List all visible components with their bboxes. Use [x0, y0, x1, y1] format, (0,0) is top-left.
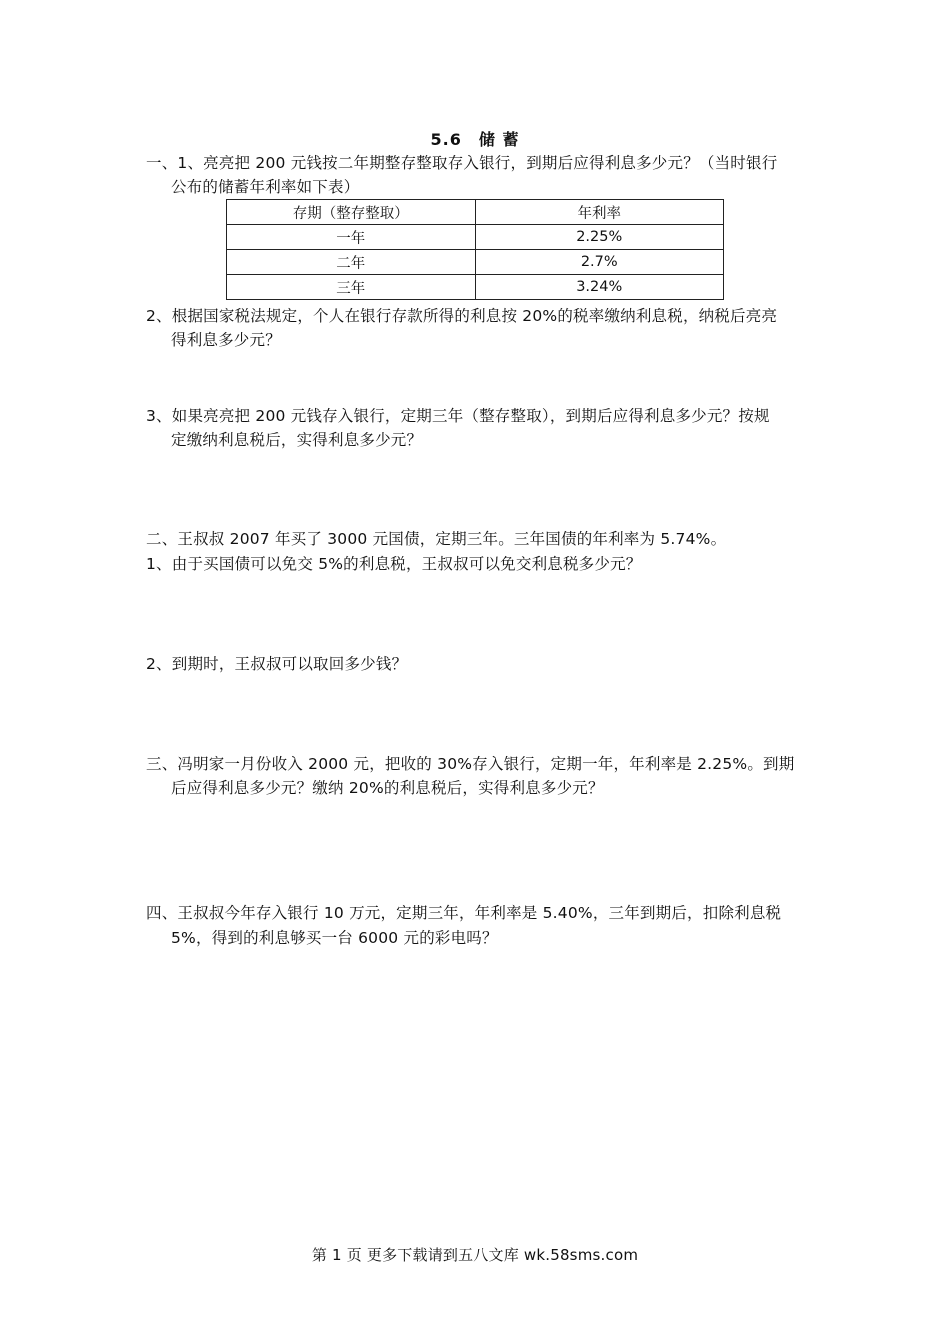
table-cell-rate: 2.25% — [475, 225, 724, 250]
table-row — [227, 250, 724, 275]
table-cell-term: 三年 — [227, 275, 476, 300]
question-2-line-1: 2、根据国家税法规定，个人在银行存款所得的利息按 20%的税率缴纳利息税，纳税后亮亮 — [146, 307, 778, 325]
section-3-line-1: 三、冯明家一月份收入 2000 元，把收的 30%存入银行，定期一年，年利率是 2.25%。到期 — [146, 755, 795, 773]
question-1-line-2: 公布的储蓄年利率如下表） — [171, 178, 360, 196]
question-3-line-1: 3、如果亮亮把 200 元钱存入银行，定期三年（整存整取），到期后应得利息多少元？按规 — [146, 407, 770, 425]
question-2-line-2: 得利息多少元？ — [171, 331, 281, 349]
question-3-line-2: 定缴纳利息税后，实得利息多少元？ — [171, 431, 423, 449]
interest-rate-table — [226, 199, 724, 300]
table-cell-term: 一年 — [227, 225, 476, 250]
table-cell-rate: 2.7% — [475, 250, 724, 275]
table-header-row — [227, 200, 724, 225]
question-1-line-1: 一、1、亮亮把 200 元钱按二年期整存整取存入银行，到期后应得利息多少元？（当时银行 — [146, 154, 778, 172]
table-cell-rate: 3.24% — [475, 275, 724, 300]
section-4-line-1: 四、王叔叔今年存入银行 10 万元，定期三年，年利率是 5.40%，三年到期后，扣除利息税 — [146, 904, 782, 922]
section-2-intro: 二、王叔叔 2007 年买了 3000 元国债，定期三年。三年国债的年利率为 5.74%。 — [146, 530, 727, 548]
section-3-line-2: 后应得利息多少元？缴纳 20%的利息税后，实得利息多少元？ — [171, 779, 604, 797]
section-2-question-2: 2、到期时，王叔叔可以取回多少钱？ — [146, 655, 408, 673]
table-header-cell: 存期（整存整取） — [227, 200, 476, 225]
page-title: 5.6 储 蓄 — [430, 130, 520, 149]
table-row — [227, 275, 724, 300]
section-2-question-1: 1、由于买国债可以免交 5%的利息税，王叔叔可以免交利息税多少元？ — [146, 555, 642, 573]
page-footer: 第 1 页 更多下载请到五八文库 wk.58sms.com — [311, 1246, 639, 1264]
table-cell-term: 二年 — [227, 250, 476, 275]
table-row — [227, 225, 724, 250]
section-4-line-2: 5%，得到的利息够买一台 6000 元的彩电吗？ — [171, 929, 498, 947]
table-header-cell: 年利率 — [475, 200, 724, 225]
